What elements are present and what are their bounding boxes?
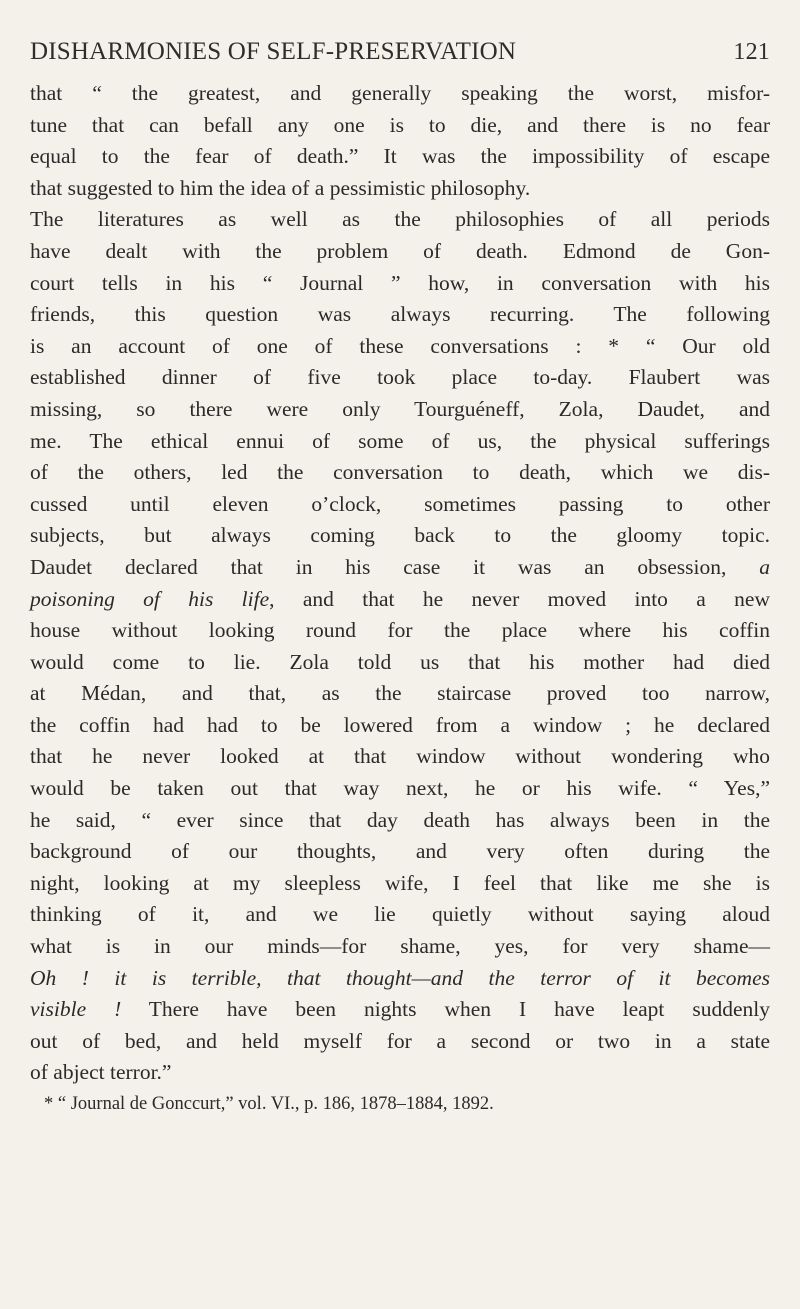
- text-line: [30, 994, 770, 1026]
- text-line: the coffin had had to be lowered from a window ; he declared: [30, 712, 770, 737]
- text-line: subjects, but always coming back to the gloomy topic.: [30, 523, 770, 548]
- text-line: have dealt with the problem of death. Edmond de Gon-: [30, 238, 770, 263]
- text-line: [30, 552, 770, 584]
- italic-fragment: a: [759, 554, 771, 579]
- text-line: at Médan, and that, as the staircase proved too narrow,: [30, 681, 770, 706]
- text-line: that he never looked at that window without wondering who: [30, 744, 770, 769]
- page-number: 121: [733, 39, 770, 65]
- text-line: [30, 584, 770, 616]
- text-line: tune that can befall any one is to die, and there is no fear: [30, 112, 770, 137]
- text-line: night, looking at my sleepless wife, I feel that like me she is: [30, 870, 770, 895]
- text-line: The literatures as well as the philosophies of all periods: [30, 207, 770, 232]
- text-line: of the others, led the conversation to death, which we dis-: [30, 460, 770, 485]
- italic-fragment: poisoning of his life: [30, 586, 270, 611]
- text-line: that “ the greatest, and generally speaking the worst, misfor-: [30, 81, 770, 105]
- text-line: of abject terror.”: [30, 1060, 172, 1085]
- text-line: background of our thoughts, and very often during the: [30, 839, 770, 864]
- text-fragment: , and that he never moved into a new: [269, 586, 770, 611]
- italic-fragment: visible !: [30, 997, 122, 1022]
- text-line: would be taken out that way next, he or his wife. “ Yes,”: [30, 776, 770, 801]
- italic-line: Oh ! it is terrible, that thought—and the terror of it becomes: [30, 965, 770, 990]
- text-line: house without looking round for the place where his coffin: [30, 618, 770, 643]
- text-line: established dinner of five took place to-day. Flaubert was: [30, 365, 770, 390]
- running-title: DISHARMONIES OF SELF-PRESERVATION: [30, 38, 517, 65]
- text-fragment: There have been nights when I have leapt suddenly: [121, 997, 770, 1022]
- text-line: is an account of one of these conversations : * “ Our old: [30, 333, 770, 358]
- text-line: what is in our minds—for shame, yes, for very shame—: [30, 934, 770, 959]
- text-line: that suggested to him the idea of a pessimistic philosophy.: [30, 175, 531, 200]
- body-text: [30, 78, 770, 1089]
- text-line: he said, “ ever since that day death has always been in the: [30, 807, 770, 832]
- text-line: thinking of it, and we lie quietly without saying aloud: [30, 902, 770, 927]
- text-line: equal to the fear of death.” It was the impossibility of escape: [30, 144, 770, 169]
- running-head: [30, 38, 770, 66]
- text-line: would come to lie. Zola told us that his mother had died: [30, 649, 770, 674]
- text-line: missing, so there were only Tourguéneff, Zola, Daudet, and: [30, 396, 770, 421]
- text-line: court tells in his “ Journal ” how, in conversation with his: [30, 270, 770, 295]
- text-line: friends, this question was always recurring. The following: [30, 302, 770, 327]
- text-line: cussed until eleven o’clock, sometimes passing to other: [30, 491, 770, 516]
- text-line: out of bed, and held myself for a second or two in a state: [30, 1028, 770, 1053]
- text-line: me. The ethical ennui of some of us, the physical sufferings: [30, 428, 770, 453]
- footnote: * “ Journal de Gonccurt,” vol. VI., p. 186, 1878–1884, 1892.: [44, 1094, 494, 1114]
- text-fragment: Daudet declared that in his case it was an obsession,: [30, 554, 727, 579]
